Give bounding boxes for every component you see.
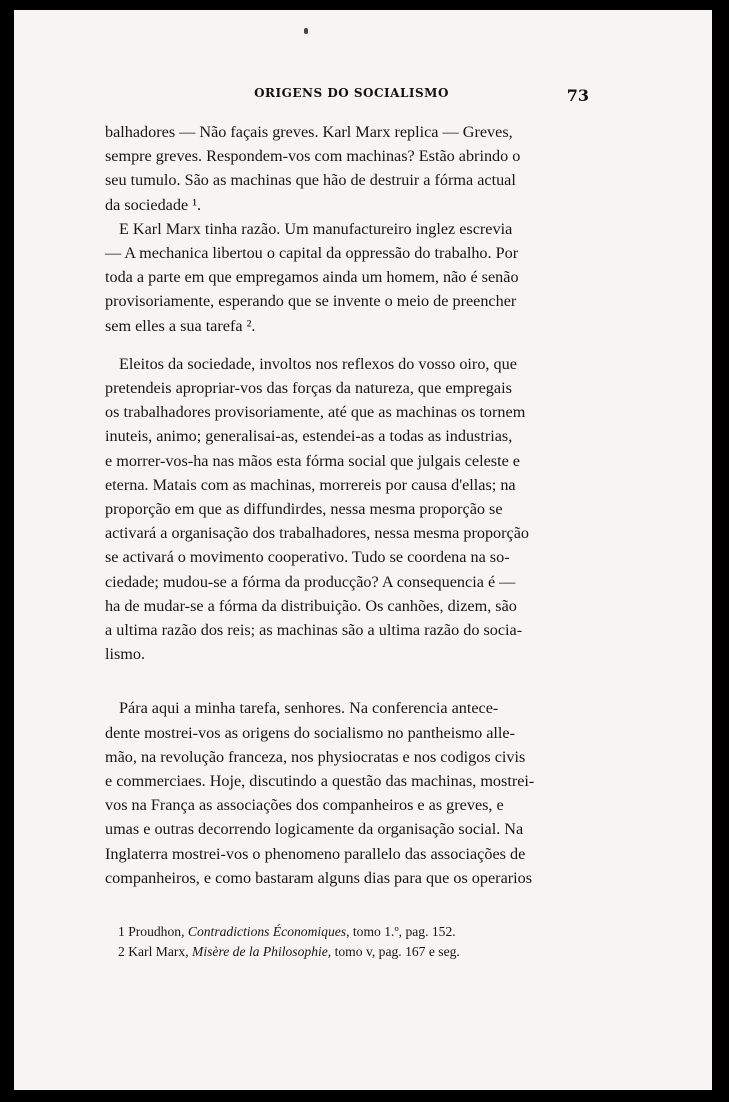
footnote-title: Misère de la Philosophie, bbox=[192, 944, 332, 959]
text-line: sem elles a sua tarefa ². bbox=[105, 316, 256, 335]
text-line: e commerciaes. Hoje, discutindo a questão das machinas, mostrei- bbox=[105, 772, 535, 791]
footnote-1 bbox=[118, 922, 588, 942]
text-line: Eleitos da sociedade, involtos nos reflexos do vosso oiro, que bbox=[119, 354, 517, 373]
text-line: pretendeis apropriar-vos das forças da natureza, que empregais bbox=[105, 379, 512, 398]
book-page bbox=[14, 10, 712, 1090]
text-line: vos na França as associações dos companheiros e as greves, e bbox=[105, 796, 504, 815]
footnote-title: Contradictions Économiques, bbox=[187, 924, 350, 939]
footnote-author: Karl Marx, bbox=[128, 944, 189, 959]
text-line: — A mechanica libertou o capital da oppressão do trabalho. Por bbox=[105, 244, 519, 263]
text-line: provisoriamente, esperando que se invente o meio de preencher bbox=[105, 292, 517, 311]
text-line: se activará o movimento cooperativo. Tudo se coordena na so- bbox=[105, 548, 510, 567]
text-line: companheiros, e como bastaram alguns dias para que os operarios bbox=[105, 868, 533, 887]
text-line: seu tumulo. São as machinas que hão de destruir a fórma actual bbox=[105, 171, 516, 190]
footnote-marker: 1 bbox=[118, 924, 125, 939]
text-line: lismo. bbox=[105, 645, 146, 664]
text-line: sempre greves. Respondem-vos com machinas? Estão abrindo o bbox=[105, 147, 521, 166]
running-title: ORIGENS DO SOCIALISMO bbox=[254, 86, 449, 100]
text-line: toda a parte em que empregamos ainda um homem, não é senão bbox=[105, 268, 519, 287]
text-line: eterna. Matais com as machinas, morrereis por causa d'ellas; na bbox=[105, 475, 516, 494]
text-line: inuteis, animo; generalisai-as, estendei-as a todas as industrias, bbox=[105, 427, 513, 446]
text-line: ciedade; mudou-se a fórma da producção? A consequencia é — bbox=[105, 572, 516, 591]
text-line: da sociedade ¹. bbox=[105, 195, 202, 214]
text-line: ha de mudar-se a fórma da distribuição. Os canhões, dizem, são bbox=[105, 596, 517, 615]
page-header bbox=[114, 86, 589, 110]
page-number: 73 bbox=[566, 86, 589, 105]
footnote-ref: tomo 1.º, pag. 152. bbox=[352, 924, 456, 939]
text-line: proporção em que as diffundirdes, nessa mesma proporção se bbox=[105, 500, 503, 519]
text-line: umas e outras decorrendo logicamente da organisação social. Na bbox=[105, 820, 524, 839]
footnote-ref: tomo v, pag. 167 e seg. bbox=[334, 944, 460, 959]
text-line: E Karl Marx tinha razão. Um manufactureiro inglez escrevia bbox=[119, 219, 513, 238]
text-line: Pára aqui a minha tarefa, senhores. Na conferencia antece- bbox=[119, 699, 499, 718]
footnote-marker: 2 bbox=[118, 944, 125, 959]
text-line: os trabalhadores provisoriamente, até que as machinas os tornem bbox=[105, 403, 526, 422]
text-line: Inglaterra mostrei-vos o phenomeno parallelo das associações de bbox=[105, 844, 526, 863]
text-line: activará a organisação dos trabalhadores, nessa mesma proporção bbox=[105, 524, 529, 543]
footnote-author: Proudhon, bbox=[128, 924, 185, 939]
ink-speck bbox=[304, 28, 308, 34]
body-text bbox=[105, 120, 588, 890]
text-line: balhadores — Não façais greves. Karl Marx replica — Greves, bbox=[105, 123, 513, 141]
text-line: e morrer-vos-ha nas mãos esta fórma social que julgais celeste e bbox=[105, 451, 520, 470]
text-line: mão, na revolução franceza, nos physiocratas e nos codigos civis bbox=[105, 747, 526, 766]
footnotes bbox=[118, 922, 588, 962]
footnote-2 bbox=[118, 942, 588, 962]
text-line: dente mostrei-vos as origens do socialismo no pantheismo alle- bbox=[105, 723, 515, 742]
text-line: a ultima razão dos reis; as machinas são a ultima razão do socia- bbox=[105, 621, 523, 640]
